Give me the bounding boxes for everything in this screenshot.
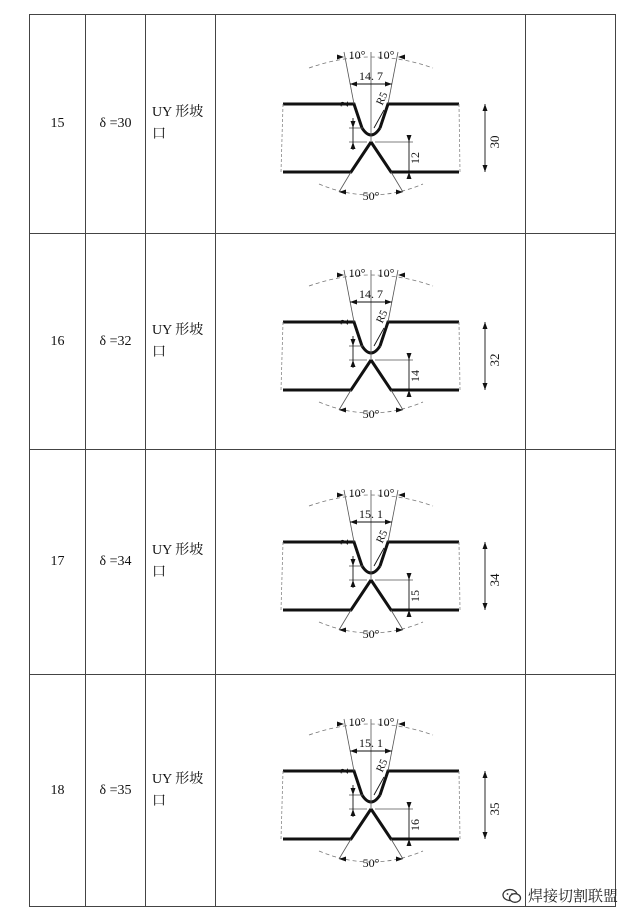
dimension-arrow	[406, 802, 411, 809]
dimension-arrow	[385, 520, 392, 525]
top-width-label: 14. 7	[358, 286, 383, 301]
dimension-arrow	[406, 353, 411, 360]
groove-type: UY 形坡 口	[146, 15, 216, 234]
dimension-arrow	[350, 559, 355, 566]
dimension-arrow	[350, 299, 357, 304]
dimension-arrow	[398, 721, 405, 726]
dimension-arrow	[385, 748, 392, 753]
angle-line	[391, 172, 403, 192]
groove-spec-table	[29, 14, 616, 907]
root-face-label: 14	[407, 369, 422, 382]
depth-label: 2	[336, 101, 351, 107]
groove-drawing	[216, 234, 526, 450]
angle-right-label: 10°	[377, 714, 394, 729]
groove-diagram	[221, 691, 521, 891]
groove-drawing	[216, 450, 526, 675]
dimension-arrow	[482, 542, 487, 549]
remark-cell	[526, 675, 616, 907]
dimension-arrow	[350, 788, 355, 795]
dimension-arrow	[350, 121, 355, 128]
plate-thickness-label: 34	[486, 573, 502, 587]
groove-type: UY 形坡 口	[146, 675, 216, 907]
root-face-label: 12	[407, 152, 422, 164]
wechat-icon	[502, 888, 522, 904]
table-row	[30, 234, 616, 450]
groove-type: UY 形坡 口	[146, 450, 216, 675]
plate-thickness-label: 32	[486, 353, 502, 366]
dimension-arrow	[482, 603, 487, 610]
row-number: 16	[30, 234, 86, 450]
angle-left-label: 10°	[348, 48, 365, 62]
dimension-arrow	[337, 55, 344, 60]
angle-left-label: 10°	[348, 486, 365, 500]
angle-left-label: 10°	[348, 714, 365, 729]
dimension-arrow	[406, 573, 411, 580]
radius-label: R5	[373, 528, 390, 546]
plate-thickness: δ =35	[86, 675, 146, 907]
groove-diagram	[221, 24, 521, 224]
dimension-arrow	[350, 520, 357, 525]
back-groove	[283, 809, 371, 839]
dimension-arrow	[482, 165, 487, 172]
groove-diagram	[221, 242, 521, 442]
depth-label: 2	[336, 318, 351, 325]
bottom-angle-label: 50°	[362, 406, 379, 421]
dimension-arrow	[482, 383, 487, 390]
dimension-arrow	[482, 832, 487, 839]
angle-line	[339, 390, 351, 410]
angle-line	[339, 172, 351, 192]
dimension-arrow	[337, 721, 344, 726]
table-row	[30, 450, 616, 675]
dimension-arrow	[398, 493, 405, 498]
dimension-arrow	[337, 493, 344, 498]
angle-right-label: 10°	[377, 486, 394, 500]
dimension-arrow	[406, 135, 411, 142]
row-number: 15	[30, 15, 86, 234]
plate-outline	[380, 104, 459, 128]
top-width-label: 15. 1	[358, 735, 383, 750]
dimension-arrow	[350, 748, 357, 753]
break-line	[459, 542, 460, 610]
plate-thickness: δ =34	[86, 450, 146, 675]
back-groove	[283, 360, 371, 390]
top-width-label: 15. 1	[358, 507, 383, 521]
groove-type: UY 形坡 口	[146, 234, 216, 450]
dimension-arrow	[385, 299, 392, 304]
angle-right-label: 10°	[377, 265, 394, 280]
row-number: 17	[30, 450, 86, 675]
depth-label: 2	[336, 767, 351, 774]
dimension-arrow	[350, 809, 355, 816]
dimension-arrow	[350, 580, 355, 587]
groove-diagram	[221, 462, 521, 662]
bottom-angle-label: 50°	[362, 189, 379, 203]
remark-cell	[526, 450, 616, 675]
dimension-arrow	[385, 82, 392, 87]
plate-outline	[380, 542, 459, 566]
dimension-arrow	[398, 272, 405, 277]
break-line	[459, 104, 460, 172]
root-face-label: 15	[407, 590, 422, 602]
plate-thickness-label: 30	[486, 135, 502, 149]
remark-cell	[526, 234, 616, 450]
radius-label: R5	[373, 307, 390, 325]
radius-label: R5	[373, 90, 390, 108]
angle-line	[391, 610, 403, 630]
groove-drawing	[216, 675, 526, 907]
remark-cell	[526, 15, 616, 234]
plate-thickness-label: 35	[486, 802, 502, 815]
break-line	[281, 771, 283, 839]
dimension-arrow	[350, 142, 355, 149]
back-groove	[283, 142, 371, 172]
angle-line	[339, 610, 351, 630]
plate-thickness: δ =30	[86, 15, 146, 234]
dimension-arrow	[482, 104, 487, 111]
dimension-arrow	[337, 272, 344, 277]
plate-thickness: δ =32	[86, 234, 146, 450]
angle-line	[391, 390, 403, 410]
angle-line	[339, 839, 351, 859]
dimension-arrow	[398, 55, 405, 60]
angle-line	[391, 839, 403, 859]
break-line	[281, 542, 283, 610]
dimension-arrow	[350, 339, 355, 346]
table-row	[30, 675, 616, 907]
row-number: 18	[30, 675, 86, 907]
break-line	[459, 322, 460, 390]
watermark-text: 焊接切割联盟	[527, 887, 618, 905]
break-line	[281, 104, 283, 172]
angle-left-label: 10°	[348, 265, 365, 280]
break-line	[459, 771, 460, 839]
plate-outline	[380, 322, 459, 346]
angle-right-label: 10°	[377, 48, 394, 62]
top-width-label: 14. 7	[358, 69, 383, 83]
depth-label: 2	[336, 539, 351, 545]
break-line	[281, 322, 283, 390]
watermark	[502, 885, 618, 906]
dimension-arrow	[482, 771, 487, 778]
radius-label: R5	[373, 756, 390, 774]
bottom-angle-label: 50°	[362, 627, 379, 641]
table-row	[30, 15, 616, 234]
plate-outline	[380, 771, 459, 795]
dimension-arrow	[482, 322, 487, 329]
bottom-angle-label: 50°	[362, 855, 379, 870]
back-groove	[283, 580, 371, 610]
root-face-label: 16	[407, 818, 422, 831]
dimension-arrow	[350, 82, 357, 87]
dimension-arrow	[350, 360, 355, 367]
groove-drawing	[216, 15, 526, 234]
